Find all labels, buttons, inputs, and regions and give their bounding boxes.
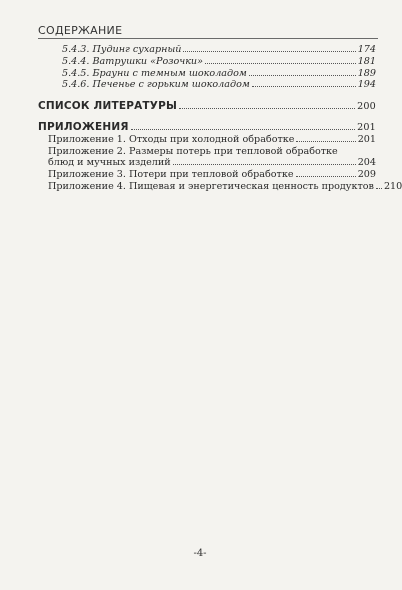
toc-entry-title: Приложение 3. Потери при тепловой обработке [48, 169, 294, 181]
toc-entry-title: 5.4.3. Пудинг сухарный [62, 44, 182, 55]
toc-entry-5-4-6[interactable] [38, 79, 376, 91]
toc-entry-title: Приложение 1. Отходы при холодной обработке [48, 133, 295, 145]
toc-entry-page: 201 [357, 121, 376, 133]
toc-entry-page: 201 [357, 133, 376, 145]
toc-entry-appendices[interactable] [38, 122, 376, 134]
page-number: -4- [193, 548, 207, 559]
toc-entry-appendix-1[interactable] [38, 134, 376, 146]
toc-entry-title: 5.4.6. Печенье с горьким шоколадом [62, 79, 250, 91]
toc-entry-bibliography[interactable] [38, 101, 376, 113]
toc-entry-5-4-5[interactable] [38, 68, 376, 80]
dot-leader [249, 75, 356, 76]
toc-entry-title: ПРИЛОЖЕНИЯ [38, 120, 129, 133]
dot-leader [131, 129, 355, 130]
toc-entry-page: 181 [357, 55, 376, 67]
toc-entry-title: СПИСОК ЛИТЕРАТУРЫ [38, 100, 178, 113]
dot-leader [296, 176, 356, 177]
dot-leader [205, 63, 356, 64]
toc-entry-page: 189 [357, 67, 376, 79]
dot-leader [296, 141, 355, 142]
toc-entry-appendix-3[interactable] [38, 169, 376, 181]
toc-entry-page: 194 [357, 79, 376, 91]
toc-entry-page: 174 [357, 44, 376, 55]
toc-entry-page: 209 [357, 169, 376, 181]
running-header: СОДЕРЖАНИЕ [38, 24, 378, 39]
toc-entry-appendix-4[interactable] [38, 180, 402, 193]
table-of-contents [38, 44, 402, 193]
toc-entry-appendix-2-line1[interactable]: Приложение 2. Размеры потерь при тепловой обработке [48, 145, 338, 157]
toc-entry-title: 5.4.5. Брауни с темным шоколадом [62, 67, 247, 79]
dot-leader [252, 86, 356, 87]
toc-entry-5-4-4[interactable] [38, 56, 376, 68]
toc-entry-appendix-2[interactable] [38, 157, 376, 169]
dot-leader [173, 164, 356, 165]
toc-entry-page: 204 [357, 157, 376, 169]
toc-entry-title: блюд и мучных изделий [48, 157, 171, 169]
toc-entry-page: 210 [383, 180, 402, 192]
dot-leader [376, 188, 382, 189]
toc-entry-5-4-3[interactable] [38, 44, 376, 56]
toc-entry-title: Приложение 4. Пищевая и энергетическая ценность продуктов [48, 180, 374, 192]
dot-leader [179, 108, 355, 109]
toc-entry-title: 5.4.4. Ватрушки «Розочки» [62, 55, 203, 67]
toc-entry-page: 200 [357, 101, 376, 113]
dot-leader [183, 51, 355, 52]
